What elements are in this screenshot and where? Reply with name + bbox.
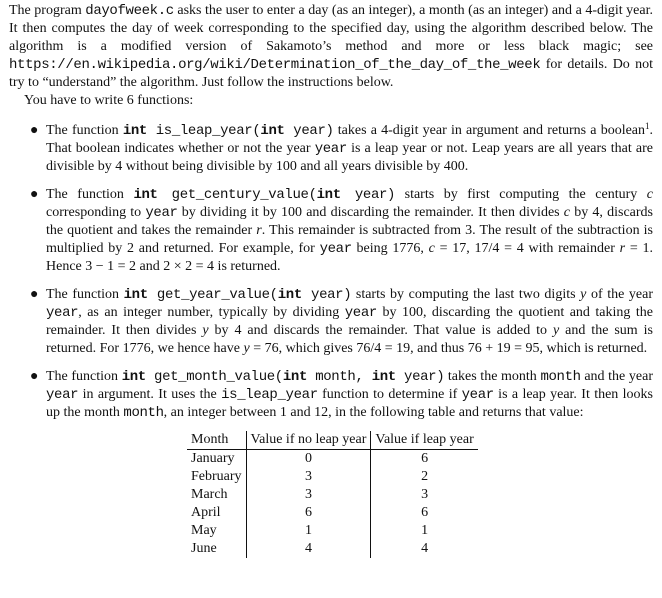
bullet-icon: ● bbox=[30, 123, 39, 138]
footnote-marker[interactable]: 1 bbox=[645, 121, 650, 131]
month-value-table bbox=[187, 431, 478, 558]
table-header-row bbox=[187, 431, 478, 450]
functions-lead: You have to write 6 functions: bbox=[24, 93, 194, 108]
filename: dayofweek.c bbox=[85, 3, 174, 19]
intro-paragraph: The program dayofweek.c asks the user to enter a day (as an integer), a month (as an integer) and a 4-digit year. It then computes the day of week corresponding to the specified day, using the algorithm described below. The algorithm is a modified version of Sakamoto’s method and more or less black magic; see https://en.wikipedia.org/wiki/Determination_of_the_day_of_the_week for details. Do not try to “understand” the algorithm. Just follow the instructions below. bbox=[9, 3, 653, 90]
table-row: March 3 3 bbox=[187, 486, 478, 504]
list-item-get-month-value: ● The function int get_month_value(int month, int year) takes the month month and the year year in argument. It uses the is_leap_year function to determine if year is a leap year. It then looks up the month month, an integer between 1 and 12, in the following table and returns that value: bbox=[30, 369, 653, 421]
table-row: May 1 1 bbox=[187, 522, 478, 540]
header-month: Month bbox=[187, 431, 246, 450]
list-item-get-year-value: ● The function int get_year_value(int year) starts by computing the last two digits y of the year year, as an integer number, typically by dividing year by 100, discarding the quotient and taking the remainder. It then divides y by 4 and discards the remainder. That value is added to y and the sum is returned. For 1776, we hence have y = 76, which gives 76/4 = 19, and thus 76 + 19 = 95, which is returned. bbox=[30, 287, 653, 356]
bullet-icon: ● bbox=[30, 287, 39, 302]
bullet-icon: ● bbox=[30, 369, 39, 384]
table-row: January 0 6 bbox=[187, 450, 478, 469]
wikipedia-url[interactable]: https://en.wikipedia.org/wiki/Determination_of_the_day_of_the_week bbox=[9, 57, 541, 73]
table-row: June 4 4 bbox=[187, 540, 478, 558]
list-item-is-leap-year: ● The function int is_leap_year(int year) takes a 4-digit year in argument and returns a boolean$^1$. That boolean indicates whether or not the year year is a leap year or not. Leap years are all years that are divisible by 4 without being divisible by 100 and all years divisible by 400. bbox=[30, 121, 654, 174]
function-list bbox=[9, 122, 653, 422]
table-row: April 6 6 bbox=[187, 504, 478, 522]
header-leap: Value if leap year bbox=[371, 431, 478, 450]
bullet-icon: ● bbox=[30, 187, 39, 202]
list-item-get-century-value: ● The function int get_century_value(int year) starts by first computing the century c corresponding to year by dividing it by 100 and discarding the remainder. It then divides c by 4, discards the quotient and takes the remainder r. This remainder is subtracted from 3. The result of the subtraction is multiplied by 2 and returned. For example, for year being 1776, c = 17, 17/4 = 4 with remainder r = 1. Hence 3 − 1 = 2 and 2 × 2 = 4 is returned. bbox=[30, 187, 653, 274]
table-row: February 3 2 bbox=[187, 468, 478, 486]
header-no-leap: Value if no leap year bbox=[246, 431, 371, 450]
